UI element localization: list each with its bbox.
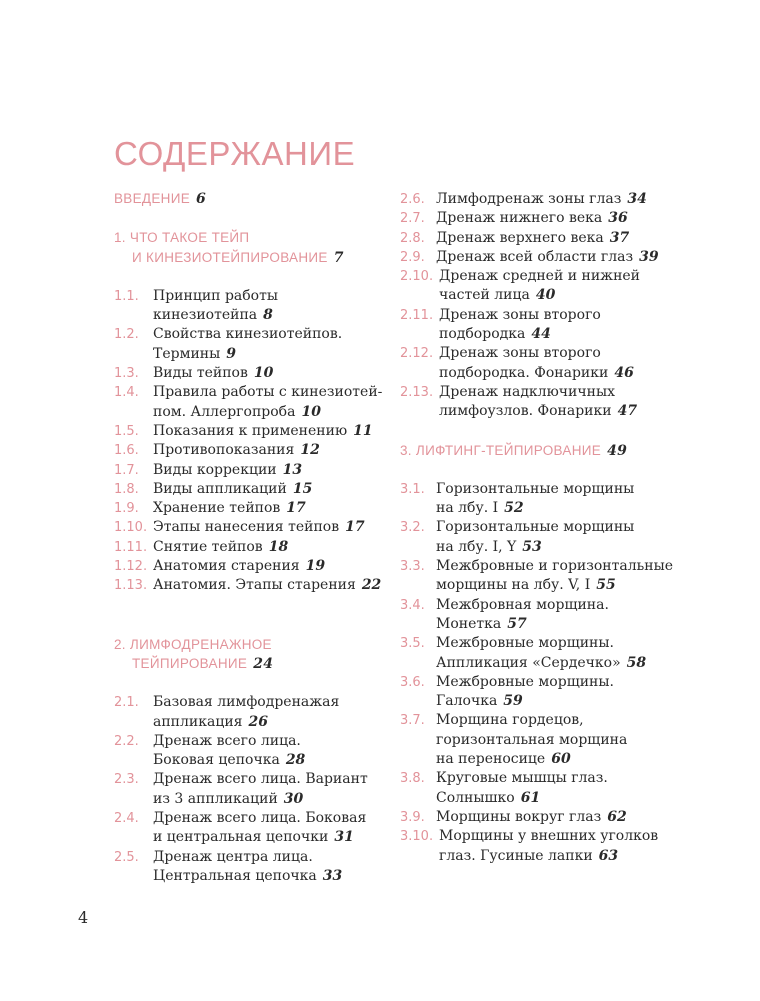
toc-entry[interactable] bbox=[114, 809, 384, 848]
entry-title: Боковая цепочка bbox=[153, 752, 280, 769]
page-ref: 39 bbox=[639, 248, 659, 265]
page-ref: 15 bbox=[292, 480, 313, 497]
page-ref: 6 bbox=[196, 191, 207, 207]
entry-title: Дренаж всей области глаз bbox=[436, 248, 634, 265]
entry-number: 2.5. bbox=[114, 849, 139, 865]
entry-title: Анатомия. Этапы старения bbox=[153, 577, 356, 594]
page-ref: 37 bbox=[609, 229, 630, 246]
entry-number: 1.9. bbox=[114, 501, 139, 517]
entry-number: 1.8. bbox=[114, 481, 139, 497]
page-ref: 18 bbox=[268, 538, 289, 555]
page-ref: 36 bbox=[608, 210, 628, 227]
toc-entry[interactable] bbox=[114, 518, 384, 537]
section-label: И КИНЕЗИОТЕЙПИРОВАНИЕ bbox=[132, 249, 328, 265]
page-title: СОДЕРЖАНИЕ bbox=[114, 135, 356, 172]
page-number: 4 bbox=[78, 908, 89, 927]
page-ref: 28 bbox=[285, 752, 306, 769]
toc-section-1[interactable] bbox=[114, 228, 384, 268]
entry-title: Галочка bbox=[436, 693, 498, 710]
entry-title: Правила работы с кинезиотей- bbox=[153, 384, 383, 401]
entry-title: Межбровные и горизонтальные bbox=[436, 558, 674, 575]
toc-entry[interactable] bbox=[114, 693, 384, 732]
page-ref: 17 bbox=[345, 519, 365, 536]
entry-number: 2.7. bbox=[400, 211, 425, 227]
toc-entry[interactable] bbox=[400, 306, 675, 345]
entry-title: Этапы нанесения тейпов bbox=[153, 519, 340, 536]
entry-title: Солнышко bbox=[436, 789, 515, 806]
entry-title: Межбровная морщина. bbox=[436, 596, 609, 613]
page-ref: 47 bbox=[617, 403, 638, 420]
page-ref: 59 bbox=[503, 693, 523, 710]
entry-title: Дренаж зоны второго bbox=[439, 306, 601, 323]
entry-title: глаз. Гусиные лапки bbox=[439, 847, 593, 864]
entry-number: 1.3. bbox=[114, 366, 139, 382]
entry-number: 3.7. bbox=[400, 713, 425, 729]
toc-entry[interactable] bbox=[114, 499, 384, 518]
entry-title: Межбровные морщины. bbox=[436, 635, 614, 652]
entry-title: Дренаж средней и нижней bbox=[439, 268, 641, 285]
entry-title: Виды коррекции bbox=[153, 461, 277, 478]
entry-number: 3.4. bbox=[400, 597, 425, 613]
entry-title: Виды тейпов bbox=[153, 365, 248, 382]
toc-entry[interactable] bbox=[400, 769, 675, 808]
entry-number: 2.1. bbox=[114, 695, 139, 711]
entry-title: подбородка. Фонарики bbox=[439, 364, 609, 381]
entry-title: Базовая лимфодренажая bbox=[153, 694, 340, 711]
page-ref: 24 bbox=[253, 655, 274, 672]
entry-title: Хранение тейпов bbox=[153, 500, 281, 517]
entry-number: 1.1. bbox=[114, 288, 139, 304]
page-ref: 10 bbox=[301, 403, 321, 420]
entry-title: Горизонтальные морщины bbox=[436, 519, 635, 536]
toc-entry[interactable] bbox=[400, 557, 675, 596]
toc-entry[interactable] bbox=[114, 770, 384, 809]
page-ref: 34 bbox=[627, 191, 647, 207]
section-label: ВВЕДЕНИЕ bbox=[114, 191, 191, 206]
toc-entry[interactable] bbox=[400, 480, 675, 519]
entry-number: 2.8. bbox=[400, 230, 425, 246]
page-ref: 60 bbox=[551, 751, 571, 768]
entry-number: 3.3. bbox=[400, 559, 425, 575]
toc-entry[interactable] bbox=[400, 634, 675, 673]
entry-title: морщины на лбу. V, I bbox=[436, 577, 591, 594]
entry-number: 2.6. bbox=[400, 192, 425, 207]
page-ref: 11 bbox=[353, 422, 373, 439]
entry-number: 2.11. bbox=[400, 307, 434, 323]
toc-entry[interactable] bbox=[400, 248, 675, 267]
toc-entry[interactable] bbox=[400, 596, 675, 635]
toc-entry[interactable] bbox=[114, 383, 384, 422]
entry-title: аппликация bbox=[153, 713, 243, 730]
toc-entry[interactable] bbox=[114, 325, 384, 364]
page-ref: 10 bbox=[253, 365, 274, 382]
toc-section-2[interactable] bbox=[114, 635, 384, 675]
entry-title: Центральная цепочка bbox=[153, 867, 317, 884]
toc-entry[interactable] bbox=[400, 673, 675, 712]
entry-number: 3.6. bbox=[400, 674, 425, 690]
page-ref: 26 bbox=[248, 713, 268, 730]
toc-entry[interactable] bbox=[114, 732, 384, 771]
page-ref: 33 bbox=[322, 867, 343, 884]
toc-entry[interactable] bbox=[114, 364, 384, 383]
entry-title: Виды аппликаций bbox=[153, 480, 287, 497]
page-ref: 49 bbox=[607, 442, 628, 459]
entry-number: 1.11. bbox=[114, 539, 148, 555]
toc-entry[interactable] bbox=[400, 190, 675, 209]
entry-title: подбородка bbox=[439, 326, 526, 343]
page-ref: 31 bbox=[334, 829, 354, 846]
entry-title: лимфоузлов. Фонарики bbox=[439, 403, 612, 420]
section-label: 3. ЛИФТИНГ-ТЕЙПИРОВАНИЕ bbox=[400, 442, 602, 458]
entry-title: пом. Аллергопроба bbox=[153, 403, 296, 420]
page-ref: 8 bbox=[263, 307, 273, 324]
toc-entry[interactable] bbox=[114, 287, 384, 326]
toc-entry[interactable] bbox=[114, 480, 384, 499]
page-ref: 22 bbox=[361, 577, 382, 594]
page-ref: 61 bbox=[520, 789, 541, 806]
entry-title: Морщины вокруг глаз bbox=[436, 808, 602, 825]
toc-entry[interactable] bbox=[114, 441, 384, 460]
entry-title: Круговые мышцы глаз. bbox=[436, 770, 608, 787]
page-ref: 40 bbox=[535, 287, 556, 304]
toc-entry[interactable] bbox=[400, 808, 675, 827]
page-ref: 9 bbox=[226, 345, 237, 362]
entry-title: Морщина гордецов, bbox=[436, 712, 584, 729]
toc-entry[interactable] bbox=[114, 461, 384, 480]
entry-number: 1.2. bbox=[114, 327, 139, 343]
entry-number: 1.5. bbox=[114, 423, 139, 439]
entry-number: 2.12. bbox=[400, 346, 434, 362]
toc-entry[interactable] bbox=[400, 229, 675, 248]
entry-title: Монетка bbox=[436, 615, 502, 632]
entry-number: 1.13. bbox=[114, 578, 148, 594]
page-ref: 7 bbox=[333, 249, 344, 266]
toc-entry[interactable] bbox=[400, 711, 675, 769]
entry-number: 2.13. bbox=[400, 384, 434, 400]
page-ref: 13 bbox=[282, 461, 303, 478]
page-ref: 44 bbox=[531, 326, 551, 343]
page-ref: 17 bbox=[286, 500, 306, 517]
page-ref: 58 bbox=[626, 654, 647, 671]
entry-title: из 3 аппликаций bbox=[153, 790, 278, 807]
entry-title: Показания к применению bbox=[153, 422, 348, 439]
entry-number: 3.10. bbox=[400, 829, 434, 845]
toc-section-intro[interactable] bbox=[114, 189, 384, 209]
entry-title: Аппликация «Сердечко» bbox=[436, 654, 621, 671]
entry-number: 1.7. bbox=[114, 462, 139, 478]
toc-entry[interactable] bbox=[114, 848, 384, 887]
entry-number: 2.4. bbox=[114, 811, 139, 827]
entry-title: Дренаж всего лица. Боковая bbox=[153, 810, 367, 827]
entry-number: 3.1. bbox=[400, 481, 425, 497]
entry-title: частей лица bbox=[439, 287, 530, 304]
toc-entry[interactable] bbox=[114, 576, 384, 595]
entry-title: Дренаж всего лица. Вариант bbox=[153, 771, 368, 788]
page-ref: 12 bbox=[300, 442, 320, 459]
page-ref: 55 bbox=[596, 577, 616, 594]
page-ref: 62 bbox=[607, 808, 627, 825]
page-ref: 46 bbox=[614, 364, 634, 381]
entry-title: Противопоказания bbox=[153, 442, 295, 459]
entry-title: на переносице bbox=[436, 751, 546, 768]
entry-number: 1.6. bbox=[114, 443, 139, 459]
section-label: 2. ЛИМФОДРЕНАЖНОЕ bbox=[114, 636, 272, 652]
entry-title: на лбу. I bbox=[436, 500, 499, 517]
entry-title: Дренаж надключичных bbox=[439, 383, 615, 400]
toc-right-column bbox=[400, 190, 675, 866]
toc-entry[interactable] bbox=[400, 383, 675, 422]
entry-title: Морщины у внешних уголков bbox=[439, 828, 659, 845]
page-ref: 63 bbox=[598, 847, 619, 864]
entry-number: 2.9. bbox=[400, 249, 425, 265]
entry-number: 3.8. bbox=[400, 771, 425, 787]
page-ref: 19 bbox=[305, 558, 326, 575]
entry-title: Свойства кинезиотейпов. bbox=[153, 326, 343, 343]
entry-title: Горизонтальные морщины bbox=[436, 480, 635, 497]
entry-number: 3.9. bbox=[400, 809, 425, 825]
toc-entry[interactable] bbox=[114, 538, 384, 557]
entry-title: Дренаж центра лица. bbox=[153, 848, 313, 865]
entry-title: Межбровные морщины. bbox=[436, 673, 614, 690]
toc-entry[interactable] bbox=[114, 557, 384, 576]
page-ref: 53 bbox=[522, 538, 542, 555]
toc-left-column bbox=[114, 189, 384, 886]
entry-title: горизонтальная морщина bbox=[436, 731, 628, 748]
entry-title: Дренаж верхнего века bbox=[436, 229, 604, 246]
toc-entry[interactable] bbox=[400, 209, 675, 228]
toc-entry[interactable] bbox=[400, 827, 675, 866]
entry-title: Лимфодренаж зоны глаз bbox=[436, 191, 622, 207]
entry-number: 3.5. bbox=[400, 636, 425, 652]
entry-number: 3.2. bbox=[400, 520, 425, 536]
toc-entry[interactable] bbox=[114, 422, 384, 441]
section-label: ТЕЙПИРОВАНИЕ bbox=[132, 655, 248, 671]
entry-number: 1.4. bbox=[114, 385, 139, 401]
entry-number: 2.10. bbox=[400, 269, 434, 285]
entry-number: 1.12. bbox=[114, 559, 148, 575]
entry-title: Принцип работы bbox=[153, 287, 279, 304]
entry-number: 2.2. bbox=[114, 733, 139, 749]
page-ref: 30 bbox=[283, 790, 304, 807]
entry-title: Дренаж зоны второго bbox=[439, 345, 601, 362]
entry-number: 1.10. bbox=[114, 520, 148, 536]
entry-title: Термины bbox=[153, 345, 221, 362]
entry-title: Снятие тейпов bbox=[153, 538, 263, 555]
entry-title: Анатомия старения bbox=[153, 558, 300, 575]
entry-title: Дренаж всего лица. bbox=[153, 732, 301, 749]
entry-title: кинезиотейпа bbox=[153, 307, 258, 324]
toc-entry[interactable] bbox=[400, 267, 675, 306]
entry-title: Дренаж нижнего века bbox=[436, 210, 603, 227]
entry-title: и центральная цепочки bbox=[153, 829, 329, 846]
toc-entry[interactable] bbox=[400, 518, 675, 557]
entry-number: 2.3. bbox=[114, 772, 139, 788]
section-label: 1. ЧТО ТАКОЕ ТЕЙП bbox=[114, 230, 250, 246]
toc-section-3[interactable] bbox=[400, 441, 675, 461]
page-ref: 52 bbox=[504, 500, 524, 517]
page-ref: 57 bbox=[507, 615, 527, 632]
toc-entry[interactable] bbox=[400, 344, 675, 383]
entry-title: на лбу. I, Y bbox=[436, 538, 517, 555]
